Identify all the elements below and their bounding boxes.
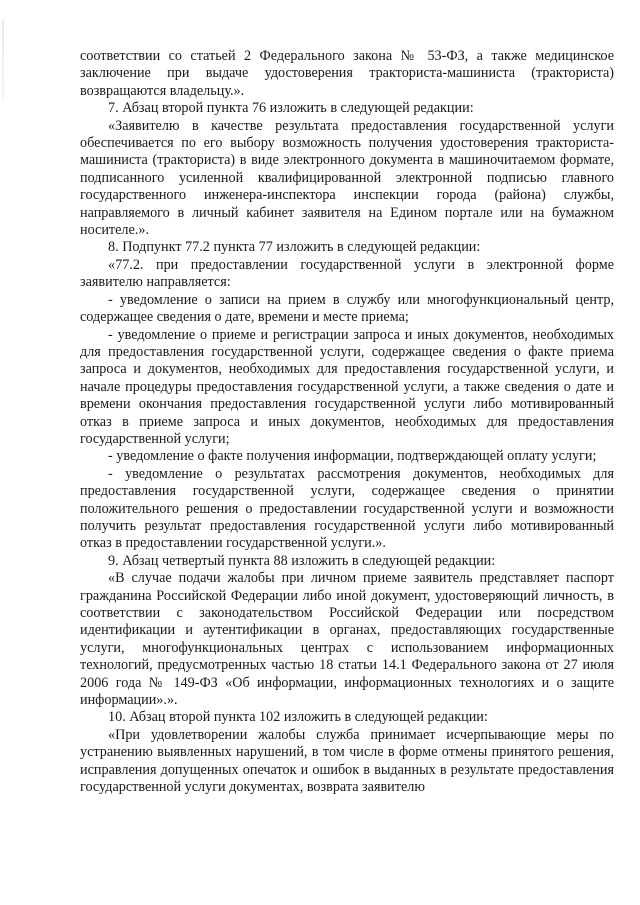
document-page	[80, 48, 614, 796]
paragraph-continuation: соответствии со статьей 2 Федерального закона № 53-ФЗ, а также медицинское заключение при выдаче удостоверения тракториста-машиниста (тракториста) возвращаются владельцу.».	[80, 48, 614, 99]
paragraph-item-8-heading: 8. Подпункт 77.2 пункта 77 изложить в следующей редакции:	[108, 239, 481, 256]
scan-edge-mark	[2, 20, 4, 100]
paragraph-item-9-text: «В случае подачи жалобы при личном приеме заявитель представляет паспорт гражданина Российской Федерации либо иной документ, удостоверяющий личность, в соответствии с законодательством Российской Федерации или посредством идентификации и аутентификации в органах, предоставляющих государственные услуги, многофункциональных центрах с использованием информационных технологий, предусмотренных частью 18 статьи 14.1 Федерального закона от 27 июля 2006 года № 149-ФЗ «Об информации, информационных технологиях и о защите информации».».	[80, 570, 614, 709]
paragraph-item-10-heading: 10. Абзац второй пункта 102 изложить в следующей редакции:	[108, 709, 488, 726]
paragraph-item-8-text: «77.2. при предоставлении государственной услуги в электронной форме заявителю направляется:	[80, 256, 614, 291]
paragraph-bullet-4: - уведомление о результатах рассмотрения документов, необходимых для предоставления государственной услуги, содержащее сведения о принятии положительного решения о предоставлении государственной услуги и возможности получить результат предоставления государственной услуги либо мотивированный отказ в предоставлении государственной услуги.».	[80, 465, 614, 552]
paragraph-item-9-heading: 9. Абзац четвертый пункта 88 изложить в следующей редакции:	[108, 552, 496, 569]
paragraph-item-7-text: «Заявителю в качестве результата предоставления государственной услуги обеспечивается по его выбору возможность получения удостоверения тракториста-машиниста (тракториста) в виде электронного документа в машиночитаемом формате, подписанного усиленной квалифицированной электронной подписью главного государственного инженера-инспектора инспекции города (района) службы, направляемого в личный кабинет заявителя на Едином портале или на бумажном носителе.».	[80, 117, 614, 239]
paragraph-bullet-2: - уведомление о приеме и регистрации запроса и иных документов, необходимых для предоставления государственной услуги, содержащее сведения о факте приема запроса и документов, необходимых для предоставления государственной услуги, и начале процедуры предоставления государственной услуги, а также сведения о дате и времени окончания предоставления государственной услуги либо мотивированный отказ в приеме запроса и иных документов, необходимых для предоставления государственной услуги;	[80, 326, 614, 447]
paragraph-bullet-3: - уведомление о факте получения информации, подтверждающей оплату услуги;	[108, 448, 597, 465]
paragraph-item-7-heading: 7. Абзац второй пункта 76 изложить в следующей редакции:	[108, 100, 474, 117]
paragraph-bullet-1: - уведомление о записи на прием в службу или многофункциональный центр, содержащее сведения о дате, времени и месте приема;	[80, 291, 614, 326]
paragraph-item-10-text: «При удовлетворении жалобы служба принимает исчерпывающие меры по устранению выявленных нарушений, в том числе в форме отмены принятого решения, исправления допущенных опечаток и ошибок в выданных в результате предоставления государственной услуги документах, возврата заявителю	[80, 726, 614, 796]
